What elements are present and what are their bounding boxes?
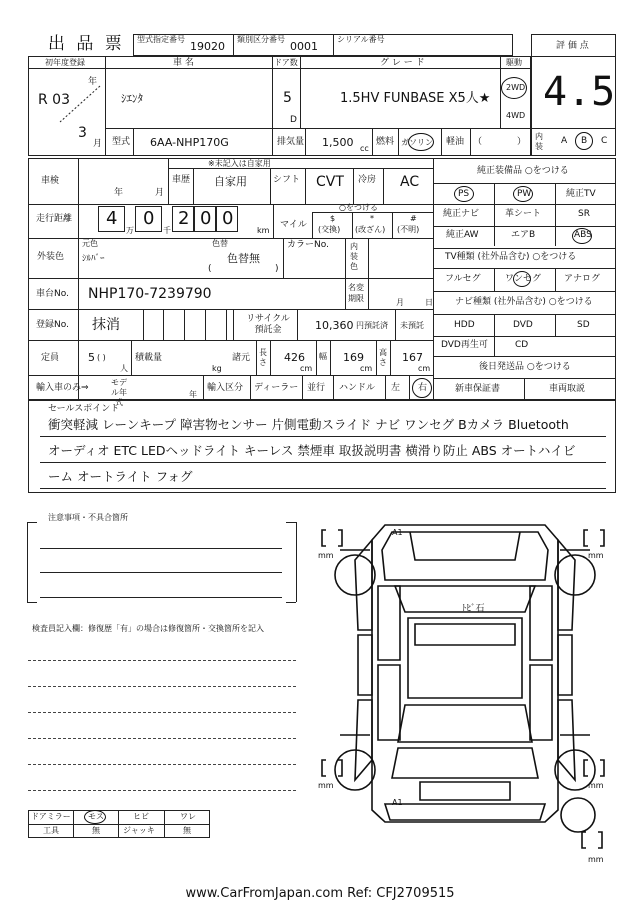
history: 自家用: [214, 175, 247, 188]
grade-score: 4.5: [543, 69, 616, 115]
tools-value: 無: [92, 826, 100, 835]
mark-rear-a1: A1: [392, 798, 403, 807]
height-cm: cm: [418, 364, 431, 373]
mileage-hash: #: [410, 214, 417, 223]
equip-ps: PS: [458, 189, 470, 199]
tire-mm-fr: mm: [588, 551, 604, 560]
dims-label: 諸元: [232, 353, 251, 363]
interior-c: C: [601, 136, 608, 146]
mileage-star-note: (改ざん): [355, 225, 386, 234]
tv-fullseg: フルセグ: [445, 274, 481, 284]
ac: AC: [400, 174, 420, 190]
color-paren-close: ): [275, 264, 279, 274]
mileage-dollar-note: (交換): [318, 225, 341, 234]
displacement: 1,500: [322, 136, 354, 149]
fuel-paren-close: ）: [517, 137, 527, 147]
tire-mm-rr: mm: [588, 781, 604, 790]
equip-navi: 純正ナビ: [443, 209, 480, 219]
orig-color: ｼﾙﾊﾞｰ: [82, 254, 105, 264]
navi-hdd: HDD: [454, 320, 475, 330]
load-label: 積載量: [135, 353, 163, 363]
width-label: 幅: [319, 352, 327, 361]
mileage-circle-note: ○をつける: [339, 203, 378, 212]
expiry-day: 日: [425, 298, 433, 307]
chassis-label: 車台No.: [36, 289, 69, 299]
category-label: 類別区分番号: [237, 35, 285, 44]
model-no-label: 型式指定番号: [137, 35, 185, 44]
mileage-sen: 千: [163, 226, 171, 235]
recycle-unit: 円預託済: [356, 321, 388, 330]
mileage-hash-note: (不明): [397, 225, 420, 234]
inspection-month: 月: [155, 188, 165, 198]
expiry-month: 月: [396, 298, 404, 307]
color-label: 外装色: [37, 252, 65, 262]
tv-title: TV種類 (社外品含む) ○をつける: [445, 252, 577, 262]
crack-label: ヒビ: [133, 812, 149, 821]
handle-left: 左: [391, 383, 401, 393]
sheet-title: 出 品 票: [48, 34, 125, 54]
int-color-label: 内装色: [350, 242, 358, 271]
month-unit: 月: [93, 139, 103, 149]
car-name-label: 車 名: [173, 58, 194, 68]
light-oil-label: 軽油: [446, 137, 465, 147]
mileage-km: km: [257, 226, 270, 235]
drive-label: 駆動: [506, 58, 522, 67]
jack-value: 無: [183, 826, 191, 835]
capacity-unit: 人: [120, 364, 128, 373]
interior-label: 内装: [535, 132, 543, 151]
height-label: 高さ: [379, 348, 387, 367]
registration-value: 抹消: [92, 317, 120, 333]
capacity-paren: ( ): [97, 353, 106, 362]
drive-4wd: 4WD: [506, 111, 526, 120]
tv-oneseg: ワンセグ: [505, 274, 542, 284]
interior-a: A: [561, 136, 568, 146]
recycle-amount: 10,360: [315, 319, 354, 332]
capacity-label: 定員: [41, 353, 60, 363]
navi-sd: SD: [577, 320, 590, 330]
dvd-playback: DVD再生可: [441, 340, 488, 350]
footer-ref: www.CarFromJapan.com Ref: CFJ2709515: [185, 886, 455, 901]
chassis-number: NHP170-7239790: [88, 286, 212, 302]
interior-b: B: [581, 136, 588, 146]
model-no: 19020: [190, 40, 225, 53]
mileage-d5: 0: [222, 208, 234, 229]
expiry-label: 名変期限: [348, 283, 364, 303]
mileage-star: *: [370, 214, 374, 223]
grade-label: 評 価 点: [556, 41, 589, 51]
mirror-label: ドアミラー: [31, 812, 71, 821]
mile-label: マイル: [280, 220, 307, 230]
serial-label: シリアル番号: [337, 35, 385, 44]
capacity-value: 5: [88, 351, 95, 364]
color-change: 色替無: [227, 252, 260, 265]
category-no: 0001: [290, 40, 318, 53]
equip-leather: 革シート: [505, 209, 542, 219]
cd: CD: [515, 340, 529, 350]
sales-line-3: ーム オートライト フォグ: [48, 469, 193, 484]
handle-right: 右: [418, 383, 428, 393]
inspector-label: 検査員記入欄：修復歴「有」の場合は修復箇所・交換箇所を記入: [32, 624, 264, 633]
sales-line-2: オーディオ ETC LEDヘッドライト キーレス 禁煙車 取扱説明書 横滑り防止 ABS オートハイビ: [48, 443, 576, 458]
mirror-value: モス: [88, 812, 104, 821]
length: 426: [284, 351, 305, 364]
grade-text: 1.5HV FUNBASE X5人★: [340, 91, 491, 106]
sales-label: セールスポイント: [48, 404, 120, 414]
year-unit: 年: [88, 77, 98, 87]
history-label: 車歴: [172, 175, 191, 185]
ac-label: 冷房: [358, 175, 377, 185]
width: 169: [343, 351, 364, 364]
width-cm: cm: [360, 364, 373, 373]
tire-mm-spare: mm: [588, 855, 604, 864]
history-note: ※未記入は自家用: [208, 159, 271, 168]
shift: CVT: [316, 174, 344, 190]
mileage-d1: 4: [106, 208, 118, 229]
grade-col-label: グ レ ー ド: [380, 58, 425, 68]
cc-unit: cc: [360, 144, 369, 153]
mileage-d2: 0: [143, 208, 155, 229]
inspection-label: 車検: [41, 176, 60, 186]
fuel-paren-open: （: [473, 137, 483, 147]
mileage-man: 万: [126, 226, 134, 235]
jack-label: ジャッキ: [123, 826, 155, 835]
color-no-label: カラーNo.: [287, 240, 329, 250]
caution-label: 注意事項・不具合箇所: [48, 513, 128, 522]
new-car-warranty: 新車保証書: [455, 384, 501, 394]
doors-label: ドア数: [274, 58, 298, 67]
shift-label: シフト: [273, 175, 301, 185]
model-label: 型式: [112, 137, 131, 147]
height: 167: [402, 351, 423, 364]
equipment-title: 純正装備品 ○をつける: [477, 166, 569, 176]
import-class-label: 輸入区分: [207, 383, 244, 393]
car-name: ｼｴﾝﾀ: [121, 92, 143, 105]
mark-front-a1: A1: [392, 528, 403, 537]
mileage-d4: 0: [200, 208, 212, 229]
color-change-label: 色替: [212, 239, 228, 248]
sales-line-1: 衝突軽減 レーンキープ 障害物センサー 片側電動スライド ナビ ワンセグ Bカメラ Bluetooth: [48, 417, 569, 432]
fuel-label: 燃料: [376, 137, 395, 147]
equip-sr: SR: [578, 209, 590, 219]
orig-color-label: 元色: [82, 239, 98, 248]
mileage-label: 走行距離: [36, 214, 73, 224]
equip-aw: 純正AW: [446, 230, 479, 240]
car-diagram: [320, 520, 620, 880]
equip-abs: ABS: [574, 230, 592, 240]
recycle-unpaid: 未預託: [400, 321, 424, 330]
displacement-label: 排気量: [277, 137, 305, 147]
tire-mm-fl: mm: [318, 551, 334, 560]
door-type: D: [290, 115, 297, 125]
drive-2wd: 2WD: [506, 83, 526, 92]
recycle-label: リサイクル預託金: [246, 314, 290, 335]
rear-title: 後日発送品 ○をつける: [479, 362, 571, 372]
mileage-d3: 2: [178, 208, 190, 229]
model-code: 6AA-NHP170G: [150, 136, 229, 149]
import-parallel: 並行: [307, 383, 326, 393]
model-year-label: モデル年式: [111, 378, 127, 407]
navi-title: ナビ種類 (社外品含む) ○をつける: [455, 297, 593, 307]
handle-label: ハンドル: [339, 383, 376, 393]
fuel-selected: ガソリン: [401, 138, 433, 147]
tools-label: 工具: [43, 826, 59, 835]
color-paren-open: (: [208, 264, 212, 274]
registration-label: 登録No.: [36, 320, 69, 330]
mileage-dollar: $: [330, 214, 336, 223]
import-year: 年: [189, 390, 197, 399]
load-kg: kg: [212, 364, 222, 373]
mark-roof-stone: ﾄﾋﾞ石: [462, 604, 485, 614]
navi-dvd: DVD: [513, 320, 533, 330]
break-label: ワレ: [180, 812, 196, 821]
import-label: 輸入車のみ⇒: [36, 383, 89, 393]
import-dealer: ディーラー: [254, 383, 299, 393]
vehicle-manual: 車両取説: [549, 384, 586, 394]
equip-pw: PW: [517, 189, 532, 199]
first-reg-label: 初年度登録: [45, 58, 85, 67]
tv-analog: アナログ: [564, 274, 601, 284]
first-reg-month: 3: [78, 125, 87, 141]
tire-mm-rl: mm: [318, 781, 334, 790]
equip-tv: 純正TV: [566, 189, 596, 199]
inspection-year: 年: [114, 188, 124, 198]
era-year: R 03: [38, 92, 70, 108]
equip-airbag: エアB: [511, 230, 536, 240]
length-cm: cm: [300, 364, 313, 373]
doors: 5: [283, 90, 292, 106]
length-label: 長さ: [259, 348, 267, 367]
